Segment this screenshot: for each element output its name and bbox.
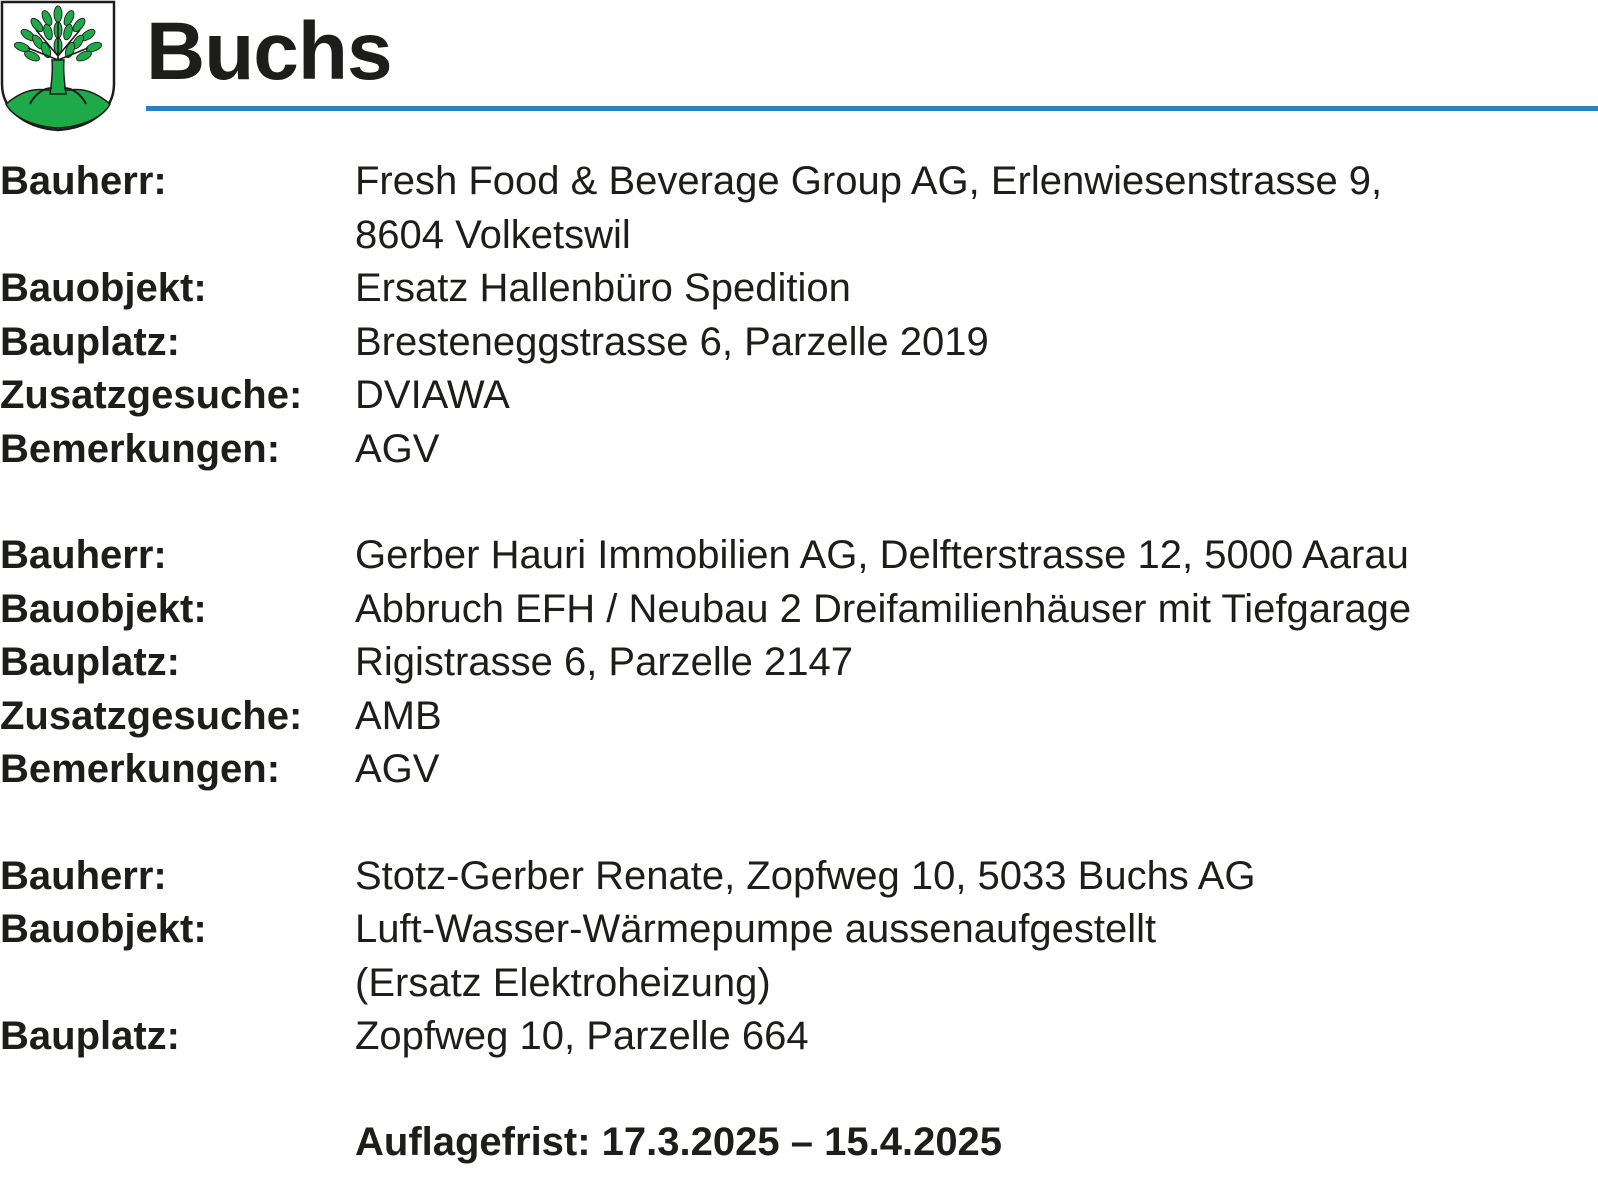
entry-row-bemerkungen xyxy=(0,743,1598,797)
field-value: AGV xyxy=(355,426,440,471)
buchs-coat-of-arms-icon xyxy=(0,0,118,132)
field-label: Zusatzgesuche: xyxy=(0,373,303,417)
application-entry xyxy=(0,850,1598,1064)
building-applications-list xyxy=(0,155,1598,1064)
field-label: Zusatzgesuche: xyxy=(0,693,303,738)
field-label: Bemerkungen: xyxy=(0,426,281,471)
field-label: Bauherr: xyxy=(0,159,167,203)
objection-deadline: Auflagefrist: 17.3.2025 – 15.4.2025 xyxy=(355,1120,1003,1164)
entry-row-bemerkungen xyxy=(0,423,1598,477)
entry-row-bauherr xyxy=(0,529,1598,583)
field-label: Bemerkungen: xyxy=(0,747,281,791)
entry-row-bauplatz xyxy=(0,316,1598,370)
field-label: Bauherr: xyxy=(0,533,167,577)
field-value: AGV xyxy=(355,747,440,791)
entry-row-bauobjekt xyxy=(0,583,1598,637)
entry-row-bauherr xyxy=(0,155,1598,262)
field-value: AMB xyxy=(355,693,442,738)
field-value: Abbruch EFH / Neubau 2 Dreifamilienhäuser mit Tiefgarage xyxy=(355,586,1412,631)
field-label: Bauplatz: xyxy=(0,1014,180,1058)
field-value: Rigistrasse 6, Parzelle 2147 xyxy=(355,640,854,684)
field-label: Bauobjekt: xyxy=(0,907,207,951)
entry-row-bauobjekt xyxy=(0,903,1598,1010)
field-value: Bresteneggstrasse 6, Parzelle 2019 xyxy=(355,319,989,364)
field-value: DVIAWA xyxy=(355,373,510,417)
entry-row-zusatzgesuche xyxy=(0,690,1598,744)
field-label: Bauplatz: xyxy=(0,319,180,364)
page-title: Buchs xyxy=(146,6,392,97)
application-entry xyxy=(0,529,1598,797)
field-value: Ersatz Hallenbüro Spedition xyxy=(355,266,851,310)
field-value: Fresh Food & Beverage Group AG, Erlenwiesenstrasse 9, 8604 Volketswil xyxy=(355,159,1383,257)
entry-row-bauobjekt xyxy=(0,262,1598,316)
page-header xyxy=(0,0,1598,135)
field-value: Luft-Wasser-Wärmepumpe aussenaufgestellt (Ersatz Elektroheizung) xyxy=(355,907,1157,1005)
field-value: Zopfweg 10, Parzelle 664 xyxy=(355,1014,809,1058)
application-entry xyxy=(0,155,1598,476)
field-label: Bauherr: xyxy=(0,853,167,898)
field-label: Bauobjekt: xyxy=(0,266,207,310)
field-label: Bauobjekt: xyxy=(0,586,207,631)
entry-row-bauplatz xyxy=(0,636,1598,690)
entry-row-bauherr xyxy=(0,850,1598,904)
field-value: Gerber Hauri Immobilien AG, Delfterstrasse 12, 5000 Aarau xyxy=(355,533,1409,577)
field-label: Bauplatz: xyxy=(0,640,180,684)
entry-row-bauplatz xyxy=(0,1010,1598,1064)
header-divider xyxy=(146,106,1598,111)
entry-row-zusatzgesuche xyxy=(0,369,1598,423)
field-value: Stotz-Gerber Renate, Zopfweg 10, 5033 Buchs AG xyxy=(355,853,1256,898)
